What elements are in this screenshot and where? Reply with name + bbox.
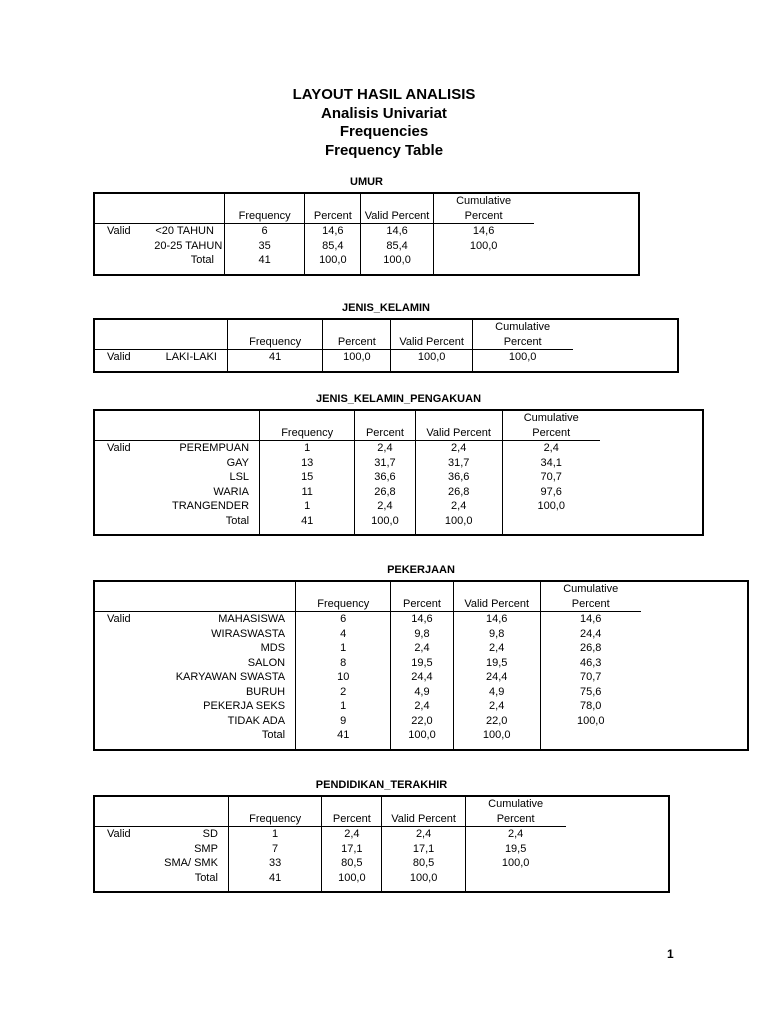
category-label: LSL (229, 471, 250, 483)
valid-percent-cell: 100,0 (361, 253, 433, 275)
frequency-cell: 41 (296, 728, 391, 750)
cumulative-label: Cumulative (488, 798, 544, 810)
cumulative-percent-cell: 2,4 (465, 827, 565, 842)
col-cumulative-header (472, 319, 572, 350)
cumulative-label: Cumulative (456, 195, 512, 207)
valid-label (94, 871, 152, 893)
frequency-cell: 6 (224, 224, 304, 239)
valid-label (94, 253, 152, 275)
col-valid-percent-header: Valid Percent (382, 796, 465, 827)
table-row (94, 514, 703, 536)
table-row (94, 253, 639, 275)
table-row (94, 470, 703, 485)
frequency-table (93, 192, 640, 276)
percent-cell: 31,7 (355, 456, 415, 471)
valid-label (94, 714, 154, 729)
table-block-jenis-kelamin (93, 302, 679, 373)
cumulative-percent-cell (502, 514, 599, 536)
table-row (94, 239, 639, 254)
frequency-table (93, 795, 670, 893)
frequency-cell: 7 (228, 842, 321, 857)
table-title: UMUR (350, 176, 383, 188)
valid-percent-cell: 14,6 (453, 612, 540, 627)
table-row (94, 842, 669, 857)
cumulative-percent-cell: 34,1 (502, 456, 599, 471)
percent-cell: 22,0 (391, 714, 453, 729)
table-row (94, 685, 748, 700)
frequency-cell: 1 (260, 499, 355, 514)
table-block-jenis-kelamin-pengakuan (93, 393, 704, 536)
col-frequency-header: Frequency (227, 319, 322, 350)
valid-percent-cell: 19,5 (453, 656, 540, 671)
cumulative-percent-cell: 70,7 (502, 470, 599, 485)
category-label: KARYAWAN SWASTA (175, 671, 286, 683)
col-frequency-header: Frequency (296, 581, 391, 612)
category-label: SMP (194, 842, 218, 855)
header-row (94, 319, 678, 350)
table-row (94, 871, 669, 893)
valid-percent-cell: 2,4 (415, 499, 502, 514)
table-title: JENIS_KELAMIN_PENGAKUAN (315, 393, 482, 405)
header-row (94, 796, 669, 827)
valid-percent-cell: 24,4 (453, 670, 540, 685)
doc-subtitle: Analisis Univariat (321, 104, 447, 122)
table-row (94, 499, 703, 514)
category-label: Total (225, 514, 250, 527)
category-label: MDS (260, 642, 286, 654)
table-row (94, 627, 748, 642)
valid-label (94, 842, 152, 857)
header-blank (94, 796, 228, 827)
table-block-umur (93, 176, 640, 276)
col-cumulative-header (465, 796, 565, 827)
frequency-cell: 1 (296, 641, 391, 656)
category-label: 20-25 TAHUN (154, 239, 223, 252)
category-label: SMA/ SMK (164, 857, 218, 869)
category-label: Total (194, 871, 218, 884)
category-label: WARIA (213, 485, 250, 498)
valid-label (94, 728, 154, 750)
cumulative-percent-cell: 46,3 (540, 656, 640, 671)
valid-label (94, 514, 154, 536)
frequency-cell: 41 (227, 350, 322, 372)
table-title: JENIS_KELAMIN (341, 302, 431, 314)
valid-percent-cell: 26,8 (415, 485, 502, 500)
valid-label (94, 641, 154, 656)
category-label: BURUH (245, 685, 286, 698)
category-label: <20 TAHUN (155, 225, 214, 237)
cumulative-percent-label: Percent (532, 426, 571, 439)
table-title: PENDIDIKAN_TERAKHIR (315, 779, 448, 791)
valid-label: Valid (107, 225, 131, 237)
header-blank (94, 581, 296, 612)
header-blank (94, 193, 224, 224)
valid-label (94, 485, 154, 500)
valid-percent-cell: 36,6 (415, 470, 502, 485)
cumulative-percent-cell: 24,4 (540, 627, 640, 642)
cumulative-percent-cell: 14,6 (433, 224, 533, 239)
valid-label (94, 499, 154, 514)
header-row (94, 410, 703, 441)
table-row (94, 612, 748, 627)
valid-percent-cell: 100,0 (453, 728, 540, 750)
category-label: WIRASWASTA (211, 627, 286, 640)
frequency-cell: 41 (260, 514, 355, 536)
col-frequency-header: Frequency (228, 796, 321, 827)
col-valid-percent-header: Valid Percent (415, 410, 502, 441)
cumulative-percent-cell: 70,7 (540, 670, 640, 685)
table-row (94, 670, 748, 685)
percent-cell: 100,0 (391, 728, 453, 750)
col-percent-header: Percent (305, 193, 361, 224)
cumulative-percent-cell: 26,8 (540, 641, 640, 656)
category-label: LAKI-LAKI (165, 351, 217, 363)
valid-label: Valid (107, 351, 131, 363)
table-row (94, 641, 748, 656)
col-valid-percent-header: Valid Percent (361, 193, 433, 224)
cumulative-percent-cell: 19,5 (465, 842, 565, 857)
table-title: PEKERJAAN (387, 564, 455, 576)
frequency-cell: 9 (296, 714, 391, 729)
table-row (94, 656, 748, 671)
cumulative-percent-cell (540, 728, 640, 750)
category-label: Total (190, 254, 214, 266)
valid-label: Valid (107, 828, 131, 840)
percent-cell: 85,4 (305, 239, 361, 254)
table-row (94, 224, 639, 239)
frequency-cell: 10 (296, 670, 391, 685)
table-block-pendidikan-terakhir (93, 779, 670, 893)
cumulative-label: Cumulative (523, 412, 579, 424)
frequency-cell: 35 (224, 239, 304, 254)
doc-title: LAYOUT HASIL ANALISIS (292, 86, 476, 103)
table-row (94, 728, 748, 750)
cumulative-percent-label: Percent (503, 335, 542, 348)
category-label: PEREMPUAN (179, 442, 250, 454)
valid-percent-cell: 100,0 (415, 514, 502, 536)
valid-label (94, 470, 154, 485)
valid-percent-cell: 85,4 (361, 239, 433, 254)
valid-percent-cell: 2,4 (382, 827, 465, 842)
valid-label (94, 856, 152, 871)
valid-percent-cell: 100,0 (382, 871, 465, 893)
valid-label (94, 685, 154, 700)
category-label: GAY (226, 456, 250, 469)
section-title: Frequencies (339, 123, 429, 140)
valid-percent-cell: 100,0 (391, 350, 472, 372)
valid-percent-cell: 2,4 (415, 441, 502, 456)
percent-cell: 14,6 (305, 224, 361, 239)
cumulative-percent-cell: 100,0 (472, 350, 572, 372)
valid-percent-cell: 80,5 (382, 856, 465, 871)
valid-percent-cell: 17,1 (382, 842, 465, 857)
table-block-pekerjaan (93, 564, 749, 751)
valid-percent-cell: 14,6 (361, 224, 433, 239)
valid-label: Valid (107, 442, 131, 454)
frequency-cell: 1 (296, 699, 391, 714)
col-percent-header: Percent (391, 581, 453, 612)
valid-percent-cell: 9,8 (453, 627, 540, 642)
frequency-table (93, 318, 679, 373)
col-percent-header: Percent (322, 796, 382, 827)
col-cumulative-header (502, 410, 599, 441)
table-row (94, 456, 703, 471)
category-label: SALON (247, 656, 286, 669)
valid-label (94, 656, 154, 671)
percent-cell: 36,6 (355, 470, 415, 485)
percent-cell: 17,1 (322, 842, 382, 857)
col-frequency-header: Frequency (260, 410, 355, 441)
percent-cell: 80,5 (322, 856, 382, 871)
percent-cell: 4,9 (391, 685, 453, 700)
table-row (94, 714, 748, 729)
col-cumulative-header (433, 193, 533, 224)
category-label: SD (202, 828, 218, 840)
category-label: TRANGENDER (172, 500, 250, 512)
percent-cell: 26,8 (355, 485, 415, 500)
col-percent-header: Percent (355, 410, 415, 441)
col-percent-header: Percent (323, 319, 391, 350)
percent-cell: 100,0 (355, 514, 415, 536)
table-row (94, 856, 669, 871)
table-row (94, 350, 678, 372)
subsection-title: Frequency Table (324, 141, 444, 159)
percent-cell: 100,0 (323, 350, 391, 372)
frequency-cell: 1 (260, 441, 355, 456)
frequency-cell: 2 (296, 685, 391, 700)
table-row (94, 441, 703, 456)
valid-percent-cell: 31,7 (415, 456, 502, 471)
valid-label: Valid (107, 613, 131, 625)
percent-cell: 2,4 (391, 699, 453, 714)
valid-label (94, 699, 154, 714)
category-label: Total (261, 729, 286, 741)
cumulative-percent-cell (465, 871, 565, 893)
percent-cell: 9,8 (391, 627, 453, 642)
cumulative-percent-cell: 100,0 (465, 856, 565, 871)
cumulative-percent-cell: 78,0 (540, 699, 640, 714)
percent-cell: 19,5 (391, 656, 453, 671)
frequency-cell: 13 (260, 456, 355, 471)
category-label: PEKERJA SEKS (203, 700, 286, 712)
frequency-cell: 41 (228, 871, 321, 893)
frequency-cell: 11 (260, 485, 355, 500)
percent-cell: 24,4 (391, 670, 453, 685)
page-number: 1 (667, 947, 674, 961)
percent-cell: 100,0 (305, 253, 361, 275)
frequency-table (93, 409, 704, 536)
header-blank (94, 410, 260, 441)
cumulative-percent-cell: 97,6 (502, 485, 599, 500)
percent-cell: 2,4 (355, 441, 415, 456)
cumulative-label: Cumulative (563, 583, 619, 595)
cumulative-percent-cell (433, 253, 533, 275)
document-header (0, 86, 768, 160)
cumulative-percent-cell: 100,0 (540, 714, 640, 729)
valid-percent-cell: 2,4 (453, 699, 540, 714)
percent-cell: 2,4 (391, 641, 453, 656)
valid-label (94, 456, 154, 471)
col-frequency-header: Frequency (224, 193, 304, 224)
frequency-cell: 33 (228, 856, 321, 871)
table-row (94, 699, 748, 714)
header-row (94, 581, 748, 612)
cumulative-percent-cell: 100,0 (433, 239, 533, 254)
frequency-cell: 4 (296, 627, 391, 642)
percent-cell: 14,6 (391, 612, 453, 627)
cumulative-percent-cell: 2,4 (502, 441, 599, 456)
valid-percent-cell: 22,0 (453, 714, 540, 729)
percent-cell: 100,0 (322, 871, 382, 893)
valid-percent-cell: 4,9 (453, 685, 540, 700)
cumulative-percent-label: Percent (496, 812, 535, 825)
frequency-cell: 41 (224, 253, 304, 275)
header-row (94, 193, 639, 224)
cumulative-label: Cumulative (495, 321, 551, 333)
col-valid-percent-header: Valid Percent (391, 319, 472, 350)
col-cumulative-header (540, 581, 640, 612)
valid-label (94, 239, 152, 254)
cumulative-percent-label: Percent (464, 209, 503, 222)
header-blank (94, 319, 227, 350)
col-valid-percent-header: Valid Percent (453, 581, 540, 612)
cumulative-percent-cell: 14,6 (540, 612, 640, 627)
frequency-cell: 6 (296, 612, 391, 627)
table-row (94, 485, 703, 500)
valid-label (94, 627, 154, 642)
frequency-table (93, 580, 749, 751)
frequency-cell: 8 (296, 656, 391, 671)
category-label: MAHASISWA (218, 613, 286, 625)
cumulative-percent-cell: 75,6 (540, 685, 640, 700)
table-row (94, 827, 669, 842)
cumulative-percent-cell: 100,0 (502, 499, 599, 514)
valid-label (94, 670, 154, 685)
percent-cell: 2,4 (322, 827, 382, 842)
cumulative-percent-label: Percent (571, 597, 610, 610)
percent-cell: 2,4 (355, 499, 415, 514)
valid-percent-cell: 2,4 (453, 641, 540, 656)
category-label: TIDAK ADA (227, 714, 286, 727)
frequency-cell: 15 (260, 470, 355, 485)
frequency-cell: 1 (228, 827, 321, 842)
